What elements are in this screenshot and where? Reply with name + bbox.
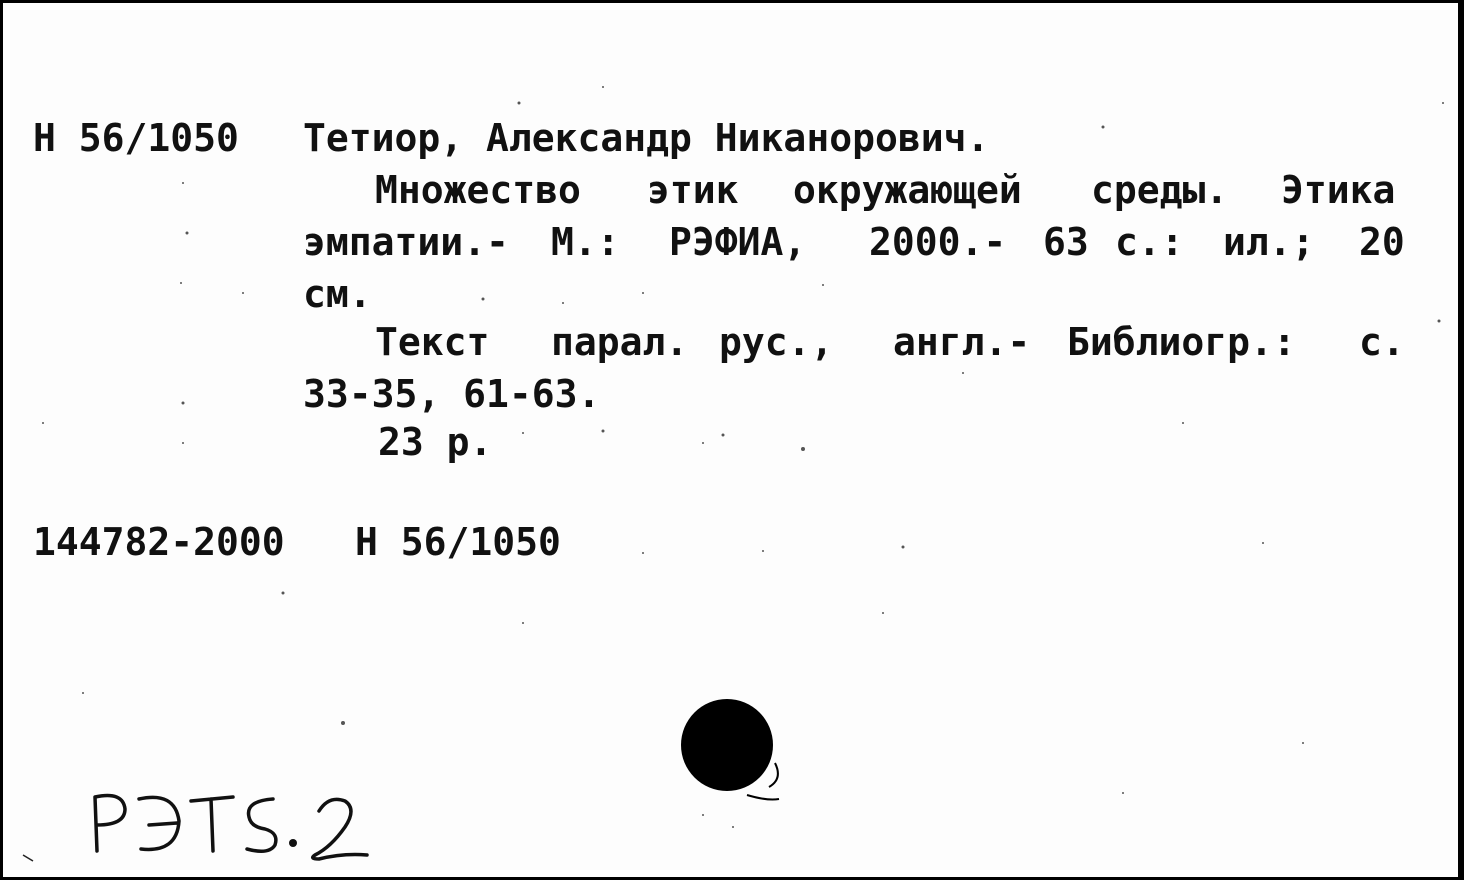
inventory-number: 144782-2000 [33, 520, 285, 564]
title-word: окружающей [793, 168, 1022, 212]
handwritten-note [83, 789, 383, 869]
bibliography-pages: 33-35, 61-63. [303, 372, 601, 416]
author-heading: Тетиор, Александр Никанорович. [303, 116, 990, 160]
publication-word: ил.; [1223, 220, 1315, 264]
size-units: см. [303, 272, 372, 316]
notes-word: Библиогр.: [1067, 320, 1296, 364]
shelf-mark: Н 56/1050 [33, 116, 239, 160]
notes-word: рус., [719, 320, 834, 364]
publication-word: М.: [551, 220, 620, 264]
price: 23 р. [378, 420, 493, 464]
notes-word: Текст [375, 320, 490, 364]
notes-word: англ.- [893, 320, 1031, 364]
publication-word: эмпатии.- [303, 220, 509, 264]
publication-word: 20 [1359, 220, 1405, 264]
title-word: Этика [1281, 168, 1396, 212]
publication-word: с.: [1115, 220, 1184, 264]
title-word: этик [647, 168, 739, 212]
shelf-mark-bottom: Н 56/1050 [355, 520, 561, 564]
title-word: Множество [375, 168, 581, 212]
notes-word: парал. [551, 320, 689, 364]
publication-word: 2000.- [869, 220, 1007, 264]
publication-word: 63 [1043, 220, 1089, 264]
publication-word: РЭФИА, [669, 220, 807, 264]
hole-tear-mark [3, 3, 1464, 883]
notes-word: с. [1359, 320, 1405, 364]
title-word: среды. [1091, 168, 1229, 212]
